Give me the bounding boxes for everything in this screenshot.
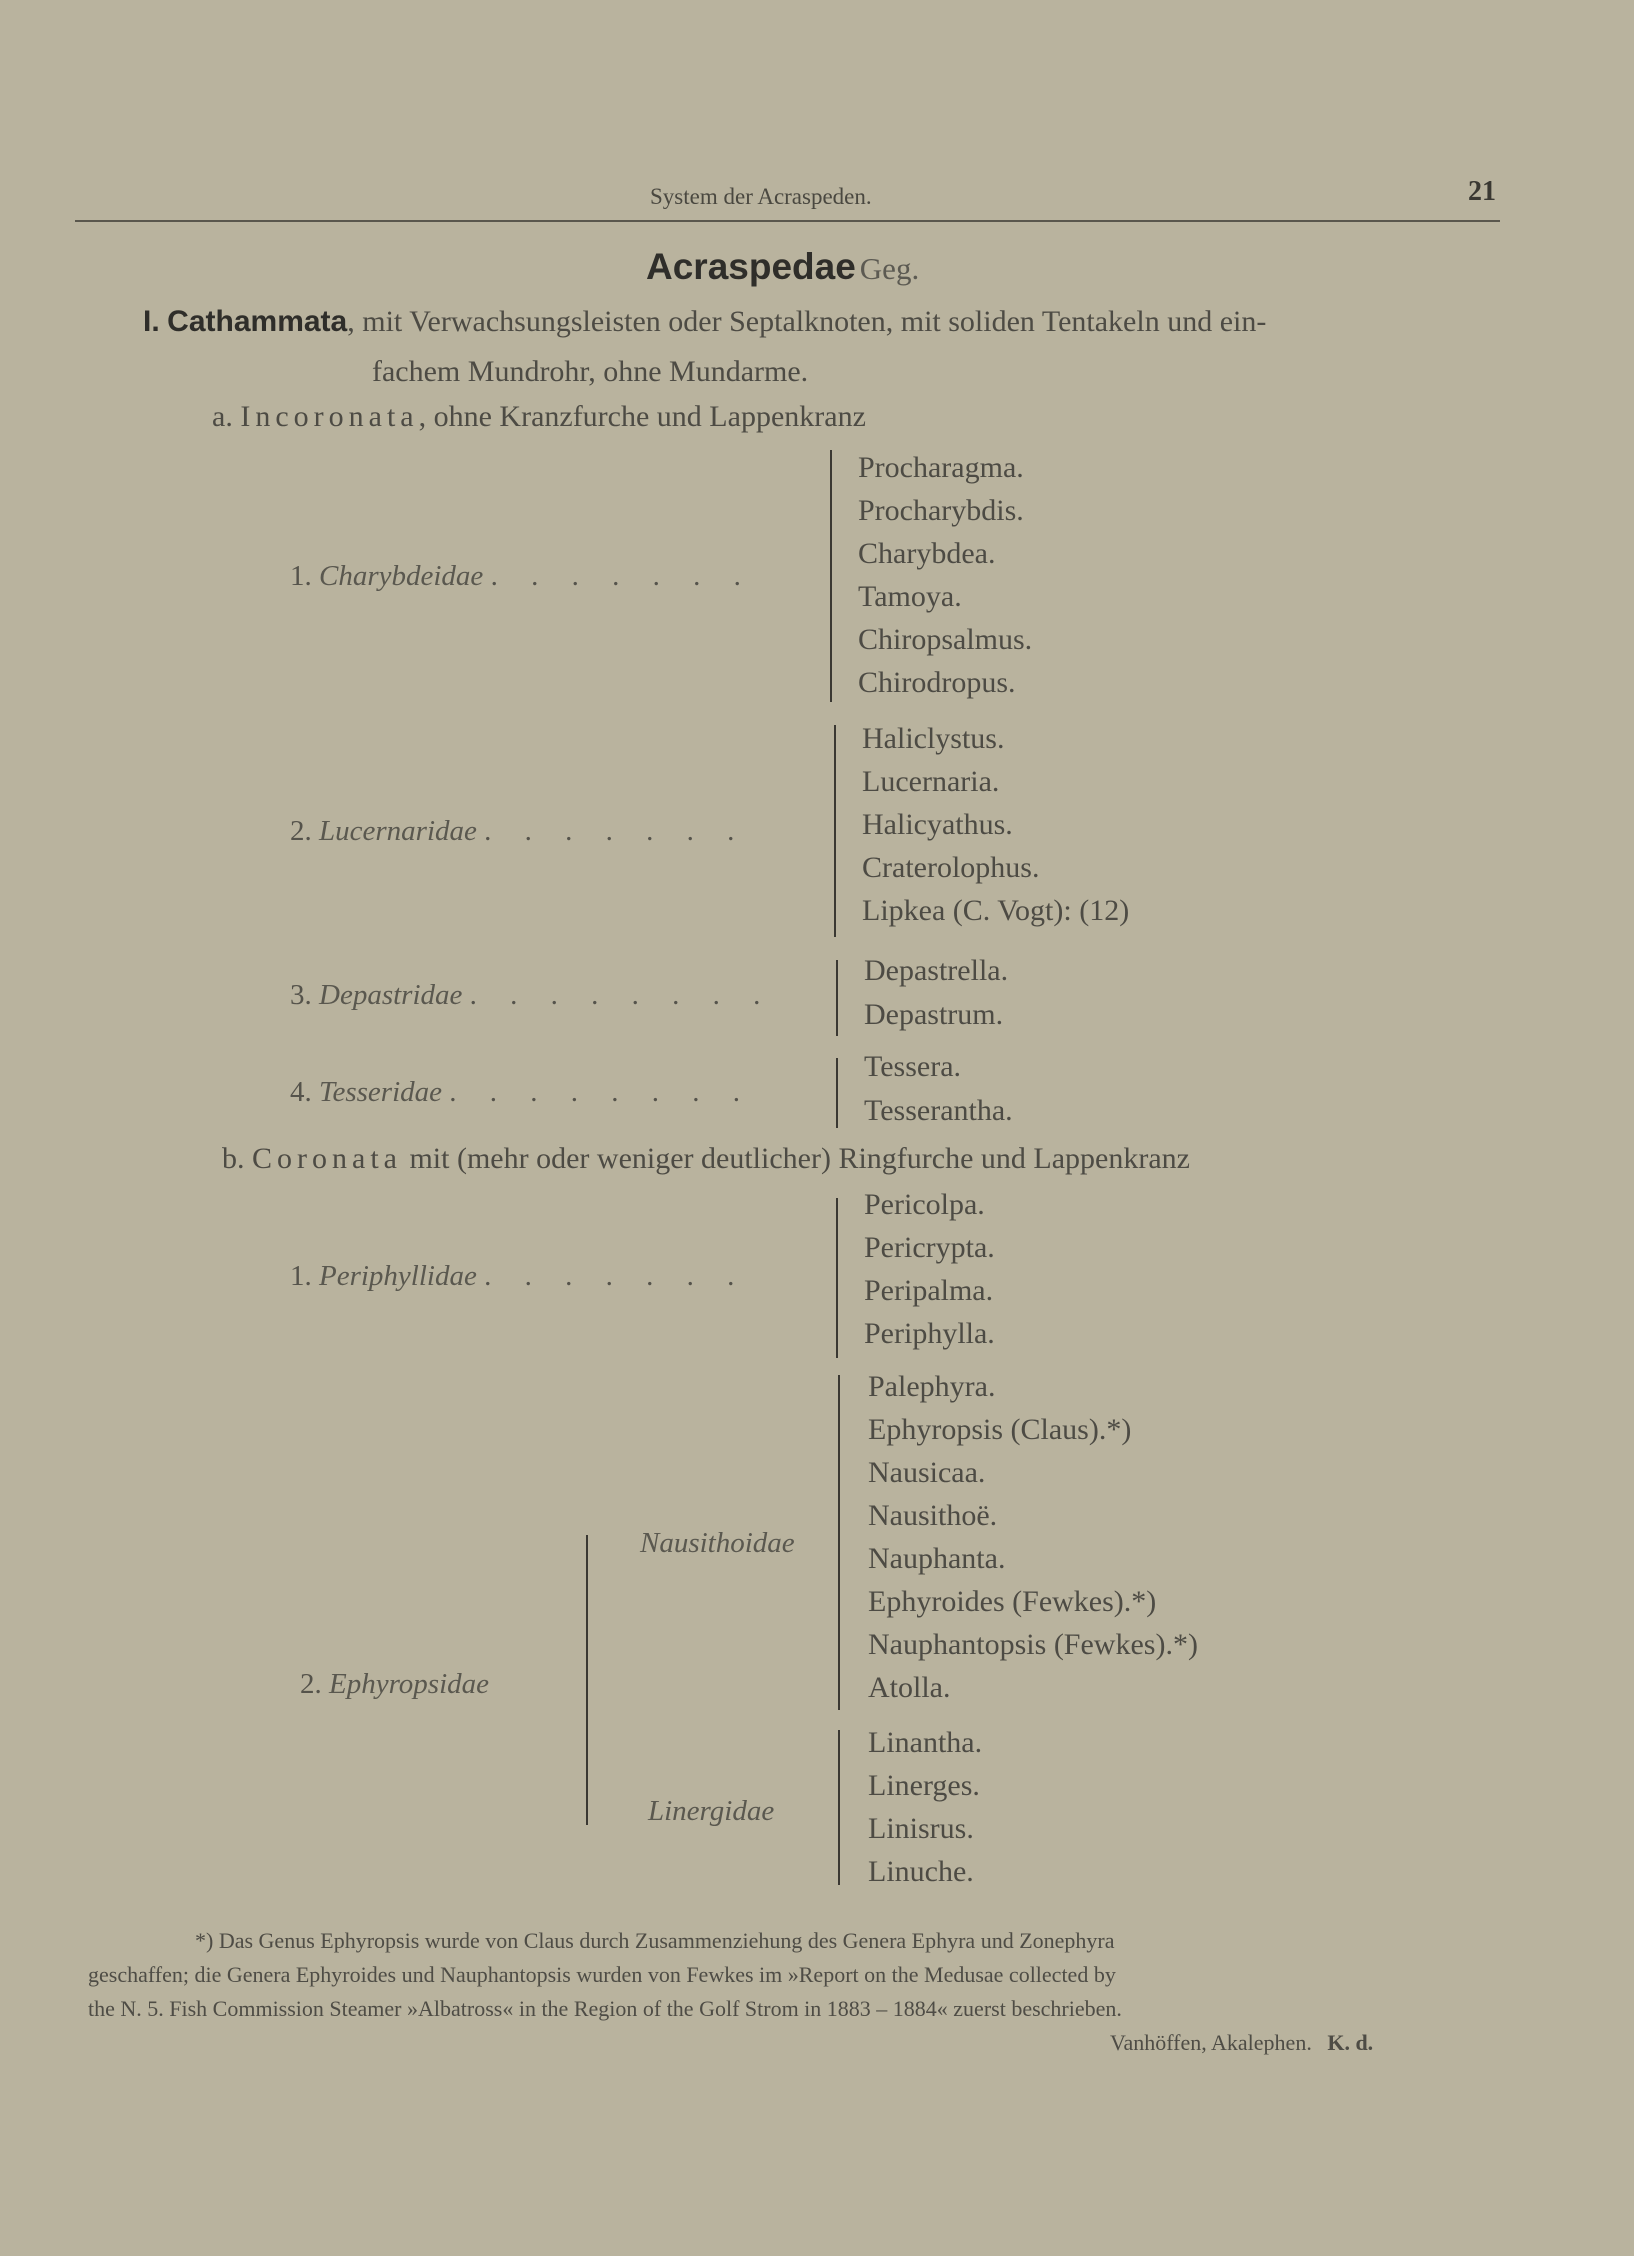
genus-item: Charybdea. xyxy=(858,537,996,570)
bracket-charybdeidae xyxy=(830,450,832,702)
family-tesseridae xyxy=(290,1076,753,1109)
section-1-numeral: I. xyxy=(143,305,160,338)
bracket-tesseridae xyxy=(836,1058,838,1128)
genus-item: Linerges. xyxy=(868,1769,980,1802)
family-name: Tesseridae xyxy=(319,1076,442,1108)
genus-item: Halicyathus. xyxy=(862,808,1013,841)
leader-dots: . . . . . . . xyxy=(484,1260,748,1292)
genus-item: Lipkea (C. Vogt): (12) xyxy=(862,894,1130,927)
genus-item: Nauphanta. xyxy=(868,1542,1006,1575)
genus-item: Lucernaria. xyxy=(862,765,1000,798)
subfamily-nausithoidae xyxy=(640,1527,795,1560)
genus-item: Procharagma. xyxy=(858,451,1024,484)
bracket-ephyropsidae xyxy=(586,1535,588,1825)
family-ephyropsidae xyxy=(300,1668,489,1701)
family-depastridae xyxy=(290,979,773,1012)
genus-item: Periphylla. xyxy=(864,1317,995,1350)
bracket-nausithoidae xyxy=(838,1375,840,1710)
genus-item: Tesserantha. xyxy=(864,1094,1013,1127)
footnote-signature xyxy=(1110,2030,1373,2056)
genus-item: Tessera. xyxy=(864,1050,962,1083)
subfamily-linergidae xyxy=(648,1795,774,1828)
genus-item: Pericolpa. xyxy=(864,1188,985,1221)
genus-item: Nauphantopsis (Fewkes).*) xyxy=(868,1628,1198,1661)
genus-item: Craterolophus. xyxy=(862,851,1040,884)
genus-item: Nausicaa. xyxy=(868,1456,986,1489)
section-1-line1 xyxy=(143,305,1266,339)
header-rule xyxy=(75,220,1500,222)
family-name: Charybdeidae xyxy=(319,560,484,592)
family-charybdeidae xyxy=(290,560,754,593)
subsection-b-label: b. xyxy=(222,1142,245,1175)
page-number: 21 xyxy=(1468,176,1496,207)
subsection-b-heading xyxy=(222,1142,1190,1176)
footnote-line-2: geschaffen; die Genera Ephyroides und Nauphantopsis wurden von Fewkes im »Report on the Medusae collected by xyxy=(88,1962,1116,1987)
subfamily-name: Linergidae xyxy=(648,1795,775,1827)
genus-item: Tamoya. xyxy=(858,580,962,613)
signature-text: Vanhöffen, Akalephen. xyxy=(1110,2030,1312,2055)
genus-item: Linuche. xyxy=(868,1855,974,1888)
subsection-a-heading xyxy=(212,400,866,434)
bracket-depastridae xyxy=(836,960,838,1036)
footnote-line-1: *) Das Genus Ephyropsis wurde von Claus durch Zusammenziehung des Genera Ephyra und Zonephyra xyxy=(195,1928,1115,1953)
section-1-description-1: , mit Verwachsungsleisten oder Septalknoten, mit soliden Tentakeln und ein- xyxy=(347,305,1267,338)
leader-dots: . . . . . . . . xyxy=(449,1076,753,1108)
genus-item: Pericrypta. xyxy=(864,1231,995,1264)
genus-item: Atolla. xyxy=(868,1671,951,1704)
bracket-periphyllidae xyxy=(836,1198,838,1358)
section-1-description-2: fachem Mundrohr, ohne Mundarme. xyxy=(372,355,809,388)
family-name: Periphyllidae xyxy=(319,1260,477,1292)
family-periphyllidae xyxy=(290,1260,747,1293)
genus-item: Ephyroides (Fewkes).*) xyxy=(868,1585,1157,1618)
family-number: 3. xyxy=(290,979,312,1011)
subsection-b-description: mit (mehr oder weniger deutlicher) Ringfurche und Lappenkranz xyxy=(401,1142,1190,1175)
family-name: Depastridae xyxy=(319,979,463,1011)
family-name: Lucernaridae xyxy=(319,815,477,847)
leader-dots: . . . . . . . xyxy=(484,815,748,847)
subsection-a-description: , ohne Kranzfurche und Lappenkranz xyxy=(418,400,866,433)
family-number: 4. xyxy=(290,1076,312,1108)
genus-item: Haliclystus. xyxy=(862,722,1005,755)
subsection-a-label: a. xyxy=(212,400,233,433)
genus-item: Peripalma. xyxy=(864,1274,994,1307)
signature-mark: K. d. xyxy=(1327,2030,1374,2055)
bracket-lucernaridae xyxy=(834,725,836,937)
genus-item: Chirodropus. xyxy=(858,666,1016,699)
genus-item: Linantha. xyxy=(868,1726,983,1759)
running-title: System der Acraspeden. xyxy=(650,184,872,209)
genus-item: Depastrum. xyxy=(864,998,1004,1031)
subfamily-name: Nausithoidae xyxy=(640,1527,795,1559)
section-1-name: Cathammata xyxy=(167,305,348,338)
leader-dots: . . . . . . . xyxy=(490,560,754,592)
title-author: Geg. xyxy=(859,251,920,286)
subsection-b-name: Coronata xyxy=(252,1142,402,1175)
family-number: 1. xyxy=(290,1260,312,1292)
bracket-linergidae xyxy=(838,1730,840,1885)
family-number: 2. xyxy=(290,815,312,847)
family-lucernaridae xyxy=(290,815,747,848)
genus-item: Nausithoë. xyxy=(868,1499,998,1532)
family-name: Ephyropsidae xyxy=(329,1668,490,1700)
genus-item: Ephyropsis (Claus).*) xyxy=(868,1413,1132,1446)
title-name: Acraspedae xyxy=(646,246,856,287)
subsection-a-name: Incoronata xyxy=(240,400,419,433)
footnote-line-3: the N. 5. Fish Commission Steamer »Albatross« in the Region of the Golf Strom in 1883 – 1884« zuerst beschrieben. xyxy=(88,1996,1122,2021)
genus-item: Linisrus. xyxy=(868,1812,974,1845)
genus-item: Chiropsalmus. xyxy=(858,623,1033,656)
leader-dots: . . . . . . . . xyxy=(469,979,774,1011)
genus-item: Palephyra. xyxy=(868,1370,996,1403)
family-number: 1. xyxy=(290,560,312,592)
genus-item: Depastrella. xyxy=(864,954,1009,987)
page-title xyxy=(646,246,919,288)
family-number: 2. xyxy=(300,1668,322,1700)
genus-item: Procharybdis. xyxy=(858,494,1024,527)
